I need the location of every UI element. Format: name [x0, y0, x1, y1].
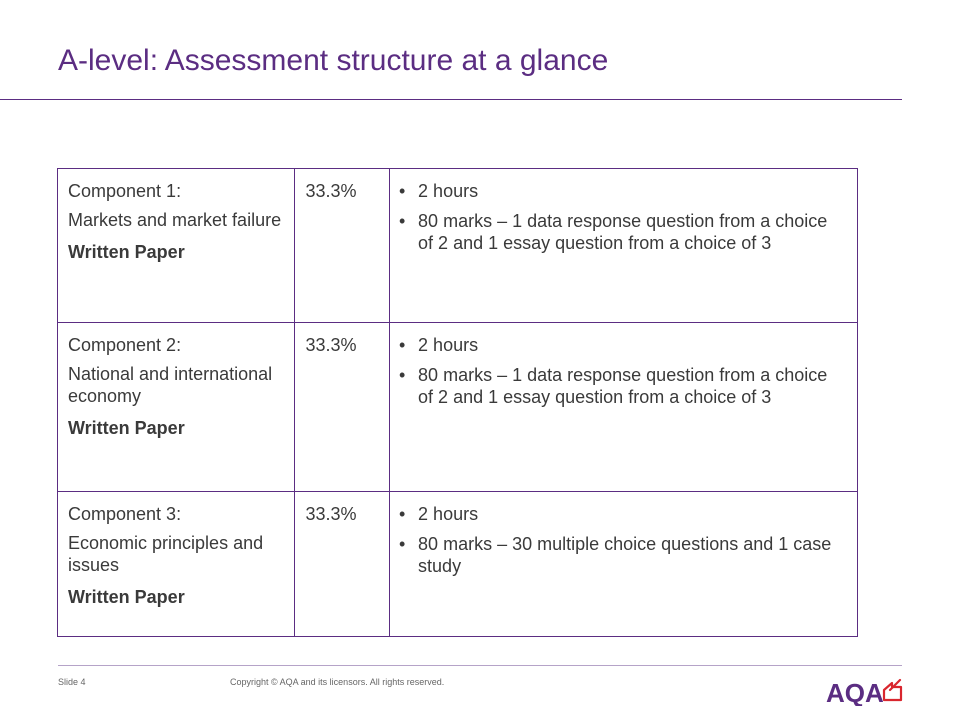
list-item-text: 2 hours	[418, 181, 479, 201]
component-cell	[58, 492, 295, 637]
list-item-text: 80 marks – 1 data response question from a choice of 2 and 1 essay question from a choice of 3	[418, 211, 828, 253]
slide-number: Slide 4	[58, 677, 86, 687]
details-cell	[390, 323, 858, 492]
list-item	[399, 180, 847, 202]
list-item-text: 80 marks – 1 data response question from a choice of 2 and 1 essay question from a choice of 3	[418, 365, 828, 407]
footer-divider	[58, 665, 902, 666]
paper-type: Written Paper	[68, 418, 185, 438]
list-item	[399, 364, 847, 408]
details-list	[399, 334, 847, 408]
component-description: Economic principles and issues	[68, 533, 264, 575]
list-item-text: 80 marks – 30 multiple choice questions and 1 case study	[418, 534, 832, 576]
component-cell	[58, 169, 295, 323]
component-cell	[58, 323, 295, 492]
logo-mark-icon	[884, 680, 901, 700]
bullet-icon: •	[399, 335, 406, 355]
component-name: Component 3:	[68, 504, 182, 524]
assessment-table	[57, 168, 858, 637]
component-description: Markets and market failure	[68, 210, 282, 230]
bullet-icon: •	[399, 365, 406, 385]
list-item	[399, 334, 847, 356]
weight-cell: 33.3%	[295, 169, 390, 323]
weight-cell: 33.3%	[295, 323, 390, 492]
table-row	[58, 492, 858, 637]
details-cell	[390, 169, 858, 323]
component-name: Component 2:	[68, 335, 182, 355]
details-cell	[390, 492, 858, 637]
list-item-text: 2 hours	[418, 335, 479, 355]
copyright-notice: Copyright © AQA and its licensors. All rights reserved.	[230, 677, 445, 687]
bullet-icon: •	[399, 534, 406, 554]
list-item-text: 2 hours	[418, 504, 479, 524]
aqa-logo	[826, 676, 906, 706]
paper-type: Written Paper	[68, 242, 185, 262]
list-item	[399, 210, 847, 254]
logo-text: AQA	[826, 678, 884, 706]
weight-cell: 33.3%	[295, 492, 390, 637]
slide-title: A-level: Assessment structure at a glance	[58, 44, 609, 77]
component-name: Component 1:	[68, 181, 182, 201]
list-item	[399, 503, 847, 525]
bullet-icon: •	[399, 211, 406, 231]
list-item	[399, 533, 847, 577]
paper-type: Written Paper	[68, 587, 185, 607]
table-row	[58, 323, 858, 492]
table-row	[58, 169, 858, 323]
bullet-icon: •	[399, 504, 406, 524]
details-list	[399, 180, 847, 254]
component-description: National and international economy	[68, 364, 273, 406]
bullet-icon: •	[399, 181, 406, 201]
details-list	[399, 503, 847, 577]
title-divider	[0, 99, 902, 100]
